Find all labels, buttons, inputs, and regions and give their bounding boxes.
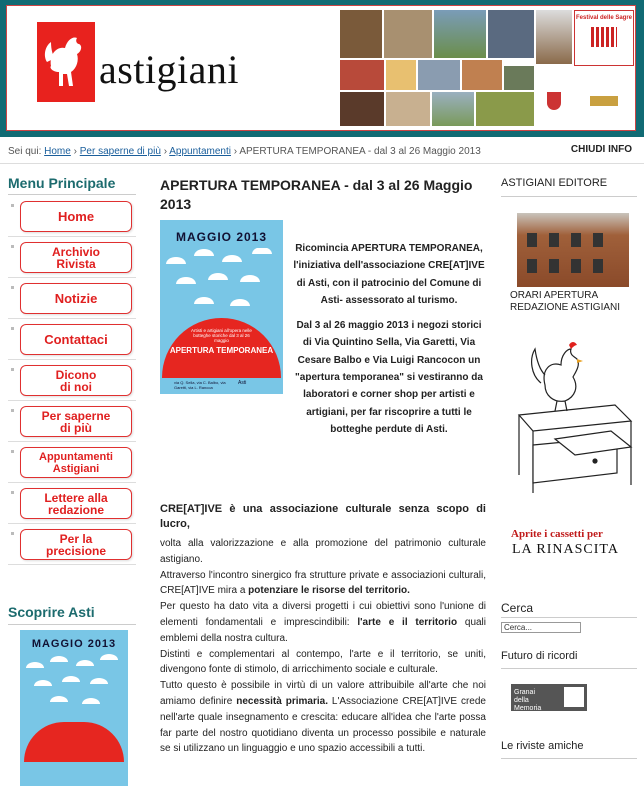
body-paragraph	[160, 678, 486, 757]
rooster-icon	[43, 32, 89, 90]
breadcrumb-prefix: Sei qui:	[8, 146, 42, 157]
body-text: quali emblemi della nostra cultura.	[160, 616, 487, 644]
menu-item	[8, 483, 136, 524]
header-photo-collage	[340, 10, 634, 126]
body-text: Attraverso l'incontro sinergico fra strutture private e associazioni culturali, CRE[AT]IVE mira a	[160, 569, 486, 597]
divider	[8, 624, 136, 625]
poster-city: Asti	[238, 380, 247, 386]
divider	[501, 617, 637, 618]
breadcrumb-sep: ›	[73, 146, 77, 157]
sidebar-poster-image[interactable]	[20, 630, 128, 786]
menu-dicono-button[interactable]: Dicono di noi	[20, 365, 132, 396]
menu-precisione-button[interactable]: Per la precisione	[20, 529, 132, 560]
menu-item	[8, 524, 136, 565]
main-menu	[8, 196, 136, 565]
cerca-title: Cerca	[501, 601, 534, 615]
header-banner	[6, 5, 636, 131]
breadcrumb-current: APERTURA TEMPORANEA - dal 3 al 26 Maggio 2013	[239, 146, 481, 157]
logo-rooster-box[interactable]	[37, 22, 95, 102]
breadcrumb-sep: ›	[233, 146, 238, 157]
menu-item	[8, 360, 136, 401]
poster-month: MAGGIO 2013	[31, 638, 117, 650]
menu-appuntamenti-button[interactable]: Appuntamenti Astigiani	[20, 447, 132, 478]
article-intro	[293, 240, 485, 438]
futuro-ricordi-title: Futuro di ricordi	[501, 650, 578, 662]
menu-item	[8, 401, 136, 442]
body-bold: necessità primaria.	[236, 695, 328, 707]
rooster-drawer-illustration[interactable]	[505, 335, 637, 495]
cassetti-line-1[interactable]: Aprite i cassetti per	[511, 528, 603, 540]
body-paragraph	[160, 568, 486, 600]
menu-contattaci-button[interactable]: Contattaci	[20, 324, 132, 355]
redazione-building-image[interactable]	[517, 213, 629, 287]
poster-streets: via Q. Sella, via C. Balbo, via Garetti, via L. Rancoa	[174, 380, 226, 390]
menu-item	[8, 442, 136, 483]
breadcrumb-home[interactable]: Home	[44, 146, 71, 157]
breadcrumb-sep: ›	[163, 146, 168, 157]
body-text: L'Associazione CRE[AT]IVE crede nell'arte quale insegnamento e crescita: educare all'idea che l'arte possa far parte del nostro quotidiano diventa un processo possibile e naturale se si utilizzano un linguaggio e uno spazio accessibili a tutti.	[160, 695, 486, 755]
body-paragraph: volta alla valorizzazione e alla promozione del patrimonio culturale astigiano.	[160, 538, 486, 565]
body-bold: l'arte e il territorio	[357, 616, 458, 628]
orari-apertura-link[interactable]: ORARI APERTURA REDAZIONE ASTIGIANI	[510, 290, 621, 313]
body-paragraph: Distinti e complementari al contempo, l'arte e il territorio, se uniti, divengono fonte di stimolo, di arricchimento sociale e culturale.	[160, 648, 486, 676]
article-poster-image[interactable]	[160, 220, 283, 394]
breadcrumb-appuntamenti[interactable]: Appuntamenti	[169, 146, 231, 157]
menu-notizie-button[interactable]: Notizie	[20, 283, 132, 314]
menu-item	[8, 319, 136, 360]
menu-item	[8, 237, 136, 278]
menu-item	[8, 278, 136, 319]
menu-lettere-button[interactable]: Lettere alla redazione	[20, 488, 132, 519]
body-text: Per questo ha dato vita a diversi progetti i cui obiettivi sono l'unione di elementi fondamentali e imprescindibili:	[160, 601, 486, 628]
umbrellas-icon	[20, 654, 128, 714]
article-title: APERTURA TEMPORANEA - dal 3 al 26 Maggio 2013	[160, 177, 473, 212]
poster-month: MAGGIO 2013	[175, 230, 268, 244]
granai-logo-icon	[564, 687, 584, 707]
poster-umbrella	[162, 318, 281, 378]
scoprire-asti-title: Scoprire Asti	[8, 604, 95, 620]
festival-text: Festival delle Sagre	[575, 15, 633, 21]
intro-paragraph-2: Dal 3 al 26 maggio 2013 i negozi storici di Via Quintino Sella, Via Garetti, Via Cesare Balbo e Via Luigi Rancocon un "apertura temporanea" si vestiranno da laboratori e corner shop per artisti e artigiani, per far riscoprire a tutti le botteghe perdute di Asti.	[295, 320, 483, 435]
body-text: Tutto questo è possibile in virtù di un valore attribuibile all'arte che noi amiamo definire	[160, 680, 486, 707]
close-info-button[interactable]: CHIUDI INFO	[570, 144, 632, 155]
divider	[501, 668, 637, 669]
cassetti-line-2[interactable]: LA RINASCITA	[512, 542, 619, 557]
divider	[501, 758, 637, 759]
site-header	[0, 0, 644, 137]
riviste-amiche-title: Le riviste amiche	[501, 740, 584, 752]
intro-paragraph-1: Ricomincia APERTURA TEMPORANEA, l'iniziativa dell'associazione CRE[AT]IVE di Asti, con il patrocinio del Comune di Asti- assessorato al turismo.	[293, 243, 485, 306]
menu-per-saperne-button[interactable]: Per saperne di più	[20, 406, 132, 437]
umbrellas-icon	[160, 248, 283, 316]
menu-item	[8, 196, 136, 237]
granai-text: Granai della Memoria	[514, 689, 542, 712]
poster-small-text: Artisti e artigiani all'opera nelle botteghe storiche dal 3 al 26 maggio	[191, 328, 252, 343]
granai-memoria-banner[interactable]	[511, 684, 587, 711]
body-bold: potenziare le risorse del territorio.	[248, 585, 410, 597]
menu-title: Menu Principale	[8, 175, 116, 191]
festival-box	[574, 10, 634, 66]
association-heading: CRE[AT]IVE è una associazione culturale senza scopo di lucro,	[160, 503, 486, 530]
article-body	[160, 536, 486, 757]
breadcrumb	[8, 146, 481, 157]
logo-text[interactable]: astigiani	[99, 47, 240, 92]
breadcrumb-per-saperne[interactable]: Per saperne di più	[79, 146, 161, 157]
divider	[501, 196, 637, 197]
divider	[8, 194, 136, 195]
search-input[interactable]: Cerca...	[501, 622, 581, 633]
astigiani-editore-title: ASTIGIANI EDITORE	[501, 177, 608, 189]
body-paragraph	[160, 599, 486, 646]
menu-home-button[interactable]: Home	[20, 201, 132, 232]
menu-archivio-button[interactable]: Archivio Rivista	[20, 242, 132, 273]
poster-title: APERTURA TEMPORANEA	[169, 346, 274, 355]
divider	[0, 163, 644, 164]
